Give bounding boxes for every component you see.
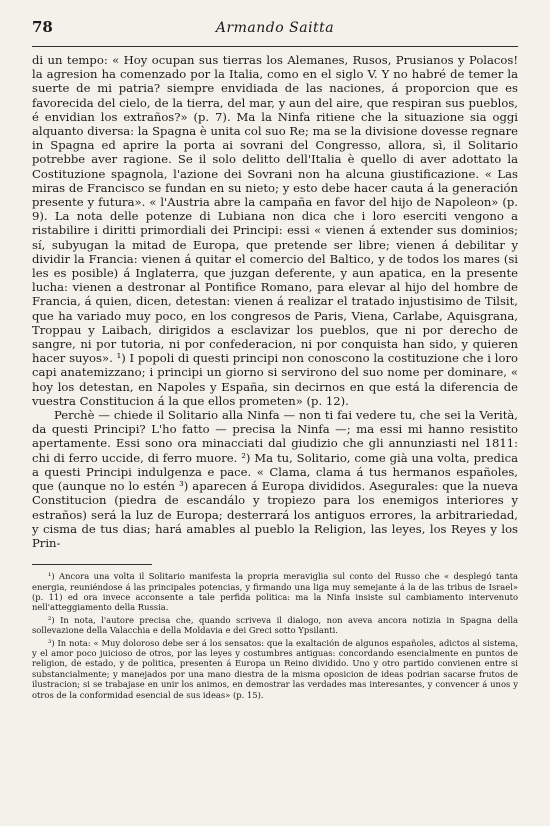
page-header [32,18,518,44]
footnote-1: ¹) Ancora una volta il Solitario manifesta la propria meraviglia sul conto del Russo che « desplegó tanta energia, reuniéndose á las principales potencias, y firmando una liga muy semejante á la de las tribus de Israel» (p. 11) ed ora invece acconsente a tale perfida politica: ma la Ninfa insiste sul cambiamento intervenuto nell'atteggiamento della Russia. [32,571,518,613]
header-rule [32,46,518,47]
footnote-rule [32,564,152,565]
body-paragraph-2: Perchè — chiede il Solitario alla Ninfa — non ti fai vedere tu, che sei la Verità, da questi Principi? L'ho fatto — precisa la Ninfa —; ma essi mi hanno resistito apertamente. Essi sono ora minacciati dal giudizio che gli annunziasti nel 1811: chi di ferro uccide, di ferro muore. ²) Ma tu, Solitario, come già una volta, predica a questi Principi indulgenza e pace. « Clama, clama á tus hermanos españoles, que (aunque no lo estén ³) aparecen á Europa divididos. Asegurales: que la nueva Constitucion (piedra de escandálo y tropiezo para los enemigos interiores y estraños) será la luz de Europa; desterrará los antiguos errores, la arbitrariedad, y cisma de tus dias; hará amables al pueblo la Religion, las leyes, los Reyes y los Prin- [32,408,518,550]
footnote-3: ³) In nota: « Muy doloroso debe ser á los sensatos: que la exaltación de algunos españoles, adictos al sistema, y el amor poco juicioso de otros, por las leyes y costumbres antiguas: concordando esencialmente en puntos de religion, de estado, y de politica, presenten á Europa un Reino dividido. Uno y otro partido convienen entre si substancialmente; y manejados por una mano diestra de la misma oposicion de ideas podrian sacarse frutos de ilustracion; si se trabajase en unir los animos, en demostrar las verdades mas interesantes, y convencer á unos y otros de la conformidad esencial de sus ideas» (p. 15). [32,637,518,700]
page-number: 78 [32,18,53,36]
running-head: Armando Saitta [215,20,335,36]
footnote-2: ²) In nota, l'autore precisa che, quando scriveva il dialogo, non aveva ancora notizia in Spagna della sollevazione della Valacchia e della Moldavia e dei Greci sotto Ypsilanti. [32,614,518,636]
body-paragraph-1: di un tempo: « Hoy ocupan sus tierras los Alemanes, Rusos, Prusianos y Polacos! la agresion ha comenzado por la Italia, como en el siglo V. Y no habré de temer la suerte de mi patria? siempre envidiada de las naciones, á proporcion que es favorecida del cielo, de la tierra, del mar, y aun del aire, que respiran sus pueblos, é envidian los extraños?» (p. 7). Ma la Ninfa ritiene che la situazione sia oggi alquanto diversa: la Spagna è unita col suo Re; ma se la divisione dovesse regnare in Spagna ed aprire la porta ai sovrani del Congresso, allora, sì, il Solitario potrebbe aver ragione. Se il solo delitto dell'Italia è quello di aver adottato la Costituzione spagnola, l'azione dei Sovrani non ha alcuna giustificazione. « Las miras de Francisco se fundan en su nieto; y esto debe hacer cauta á la generación presente y futura». « l'Austria abre la campaña en favor del hijo de Napoleon» (p. 9). La nota delle potenze di Lubiana non dica che i loro eserciti vengono a ristabilire i diritti primordiali dei Principi: essi « vienen á extender sus dominios; sí, subyugan la mitad de Europa, que pretende ser libre; vienen á debilitar y dividir la Francia: vienen á quitar el comercio del Baltico, y de todos los mares (si les es posible) á Inglaterra, que juzgan deferente, y aun apatica, en la presente lucha: vienen a destronar al Pontifice Romano, para elevar al hijo del hombre de Francia, á quien, dicen, detestan: vienen á realizar el tratado injustisimo de Tilsit, que ha variado muy poco, en los congresos de Paris, Viena, Carlabe, Aquisgrana, Troppau y Laibach, dirigidos a esclavizar los pueblos, que ni por derecho de sangre, ni por tutoria, ni por confederacion, ni por conquista han sido, y quieren hacer suyos». ¹) I popoli di questi principi non conoscono la costituzione che i loro capi anatemizzano; i principi un giorno si servirono del suo nome per dominare, « hoy los detestan, en Napoles y España, sin decirnos en que está la diferencia de vuestra Constitucion á la que ellos prometen» (p. 12). [32,53,518,408]
footnotes [32,571,518,700]
main-text [32,53,518,550]
